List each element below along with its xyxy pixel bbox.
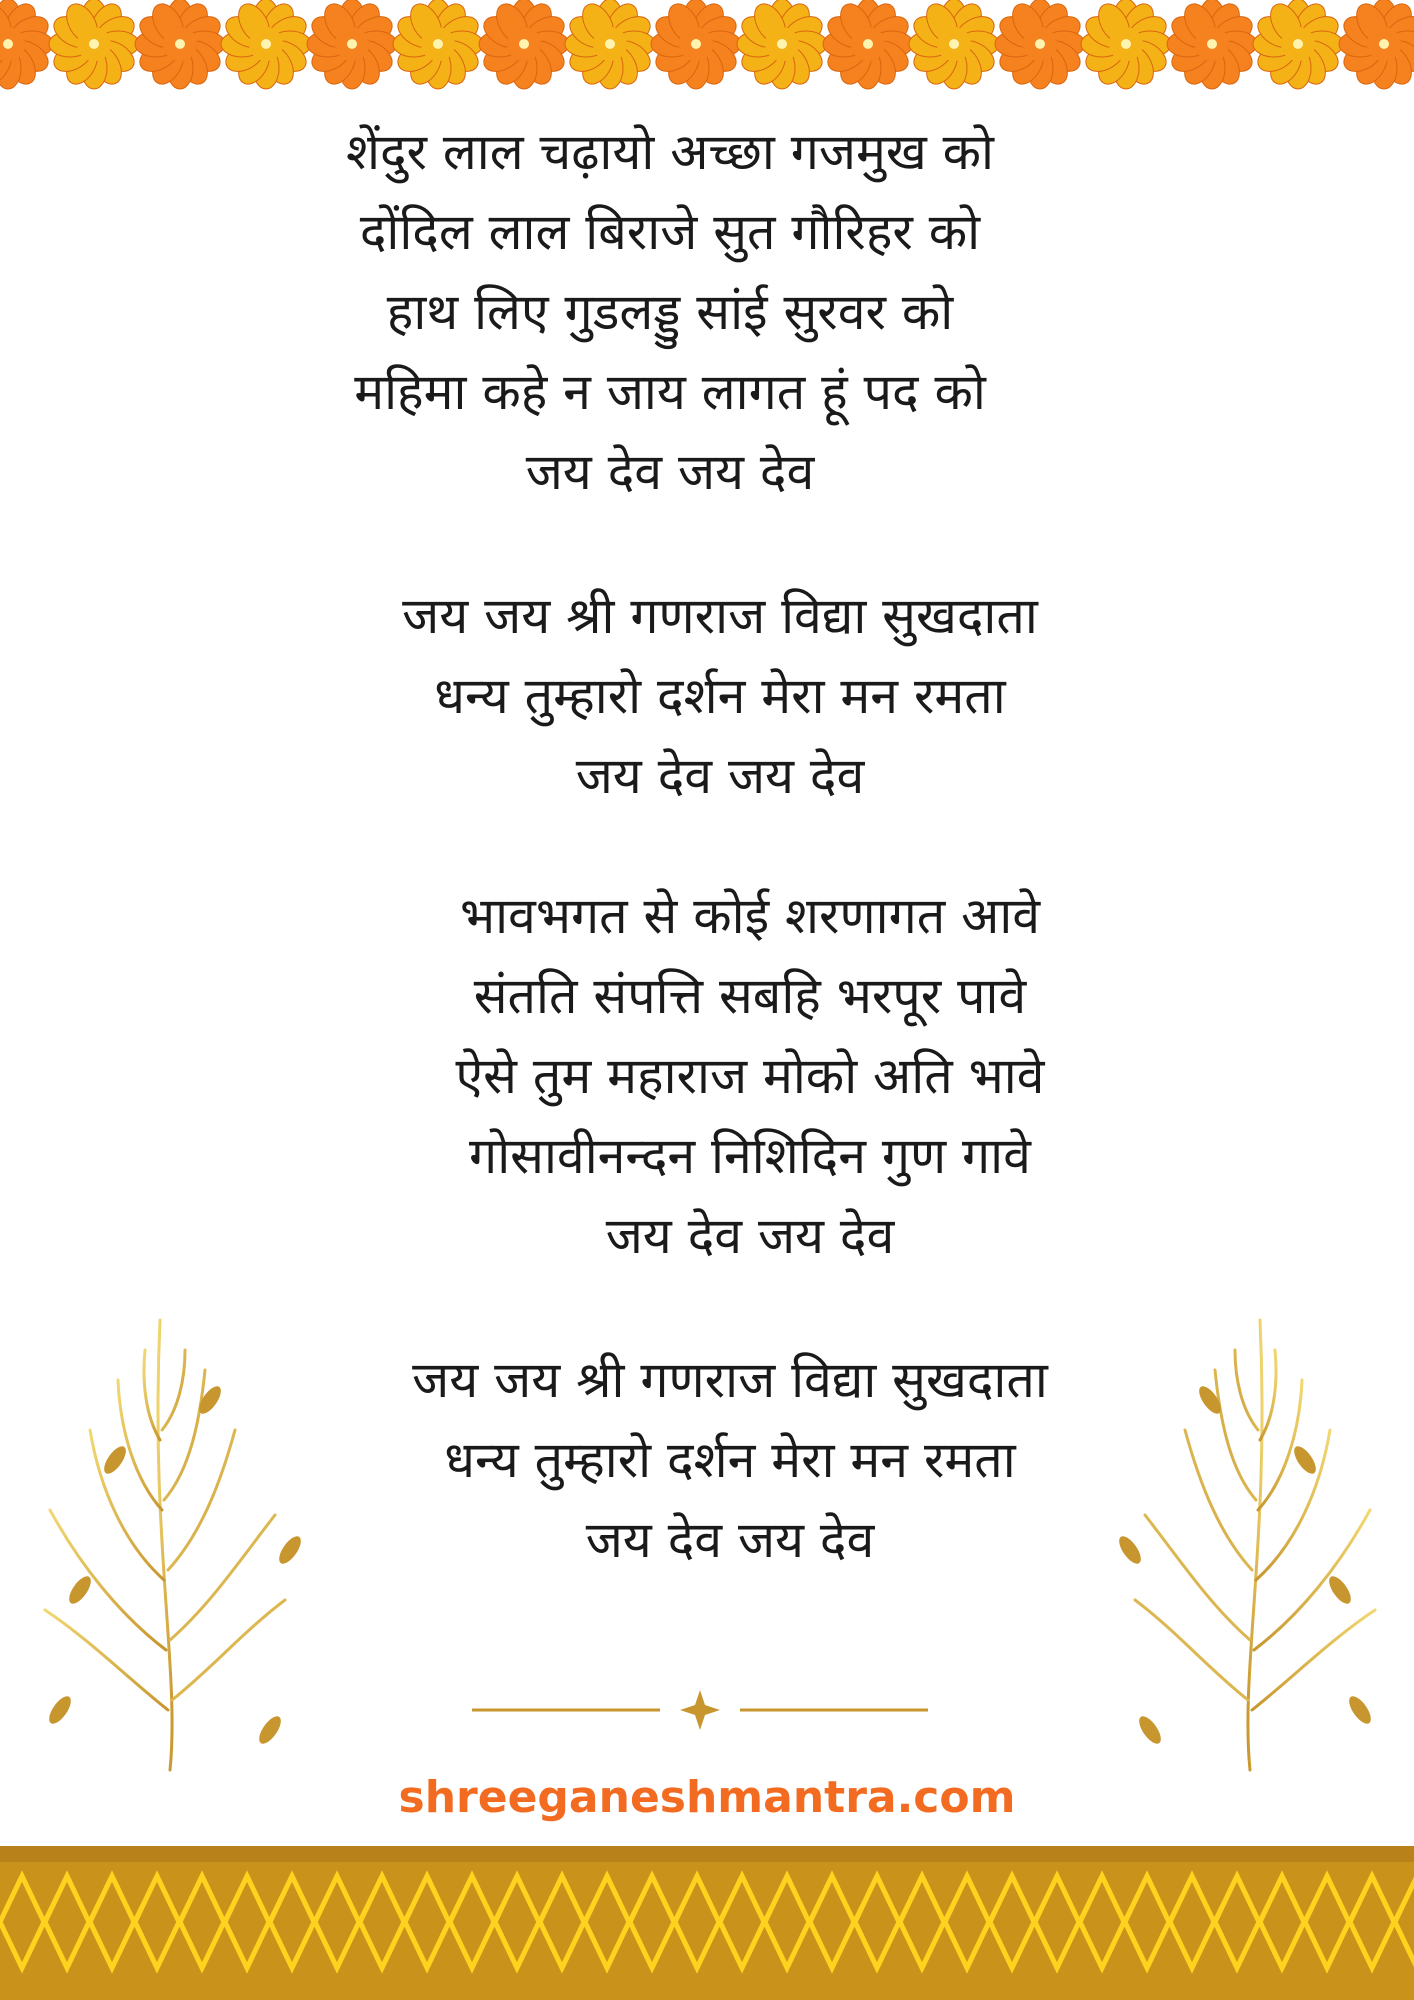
verse-stanza-4 — [310, 1340, 1150, 1580]
verse-line: धन्य तुम्हारो दर्शन मेरा मन रमता — [444, 1431, 1016, 1489]
verse-line: दोंदिल लाल बिराजे सुत गौरिहर को — [359, 203, 981, 261]
verse-line: जय देव जय देव — [575, 747, 865, 805]
marigold-flower-icon — [1167, 0, 1258, 89]
leaf-frond — [50, 1510, 166, 1650]
leaf-petal — [275, 1533, 305, 1567]
verse-stanza-3 — [340, 876, 1160, 1276]
verse-line: संतति संपत्ति सबहि भरपूर पावे — [473, 967, 1027, 1025]
marigold-flower-icon — [823, 0, 914, 89]
leaf-frond — [168, 1430, 235, 1570]
verse-line: हाथ लिए गुडलड्डु सांई सुरवर को — [386, 283, 954, 341]
marigold-flower-icon — [479, 0, 570, 89]
leaf-frond — [172, 1600, 285, 1700]
marigold-flower-icon — [49, 0, 140, 89]
marigold-flower-icon — [1253, 0, 1344, 89]
verse-line: शेंदुर लाल चढ़ायो अच्छा गजमुख को — [345, 123, 995, 181]
leaf-frond — [1256, 1430, 1330, 1580]
marigold-flower-icon — [565, 0, 656, 89]
leaf-frond — [1135, 1600, 1248, 1700]
marigold-flower-icon — [393, 0, 484, 89]
verse-line: जय जय श्री गणराज विद्या सुखदाता — [412, 1351, 1048, 1409]
leaf-frond — [1185, 1430, 1252, 1570]
golden-leaf-branch-icon — [20, 1310, 310, 1780]
marigold-flower-icon — [1339, 0, 1414, 89]
verse-line: जय जय श्री गणराज विद्या सुखदाता — [402, 587, 1038, 645]
marigold-flower-icon — [651, 0, 742, 89]
marigold-garland — [0, 0, 1414, 100]
leaf-frond — [1258, 1380, 1302, 1510]
leaf-frond — [45, 1610, 168, 1710]
leaf-frond — [90, 1430, 164, 1580]
verse-line: ऐसे तुम महाराज मोको अति भावे — [455, 1047, 1045, 1105]
verse-line: गोसावीनन्दन निशिदिन गुण गावे — [469, 1127, 1031, 1185]
ornamental-divider — [470, 1688, 930, 1732]
leaf-frond — [1252, 1610, 1375, 1710]
sparkle-star-icon — [680, 1690, 720, 1730]
verse-line: जय देव जय देव — [525, 443, 815, 501]
verse-line: धन्य तुम्हारो दर्शन मेरा मन रमता — [434, 667, 1006, 725]
leaf-petal — [45, 1693, 75, 1727]
leaf-petal — [100, 1443, 130, 1477]
website-url: shreeganeshmantra.com — [398, 1772, 1016, 1823]
leaf-frond — [1235, 1350, 1258, 1430]
verse-stanza-1 — [230, 112, 1110, 512]
marigold-flower-icon — [0, 0, 53, 89]
verse-line: भावभगत से कोई शरणागत आवे — [459, 887, 1041, 945]
verse-stanza-2 — [300, 576, 1140, 816]
marigold-flower-icon — [307, 0, 398, 89]
leaf-petal — [1325, 1573, 1355, 1607]
leaf-petal — [65, 1573, 95, 1607]
marigold-flower-icon — [221, 0, 312, 89]
verse-line: महिमा कहे न जाय लागत हूं पद को — [354, 363, 986, 421]
leaf-frond — [1215, 1370, 1256, 1500]
golden-leaf-branch-icon — [1110, 1310, 1400, 1780]
marigold-flower-icon — [737, 0, 828, 89]
leaf-frond — [164, 1370, 205, 1500]
leaf-petal — [1135, 1713, 1165, 1747]
marigold-flower-icon — [995, 0, 1086, 89]
leaf-petal — [1115, 1533, 1145, 1567]
verse-line: जय देव जय देव — [585, 1511, 875, 1569]
marigold-flower-icon — [1081, 0, 1172, 89]
verse-line: जय देव जय देव — [605, 1207, 895, 1265]
leaf-frond — [1254, 1510, 1370, 1650]
leaf-frond — [162, 1350, 185, 1430]
leaf-petal — [255, 1713, 285, 1747]
leaf-petal — [1345, 1693, 1375, 1727]
leaf-petal — [1290, 1443, 1320, 1477]
marigold-flower-icon — [135, 0, 226, 89]
marigold-flower-icon — [909, 0, 1000, 89]
leaf-frond — [118, 1380, 162, 1510]
footer-diamond-border — [0, 1846, 1414, 2000]
